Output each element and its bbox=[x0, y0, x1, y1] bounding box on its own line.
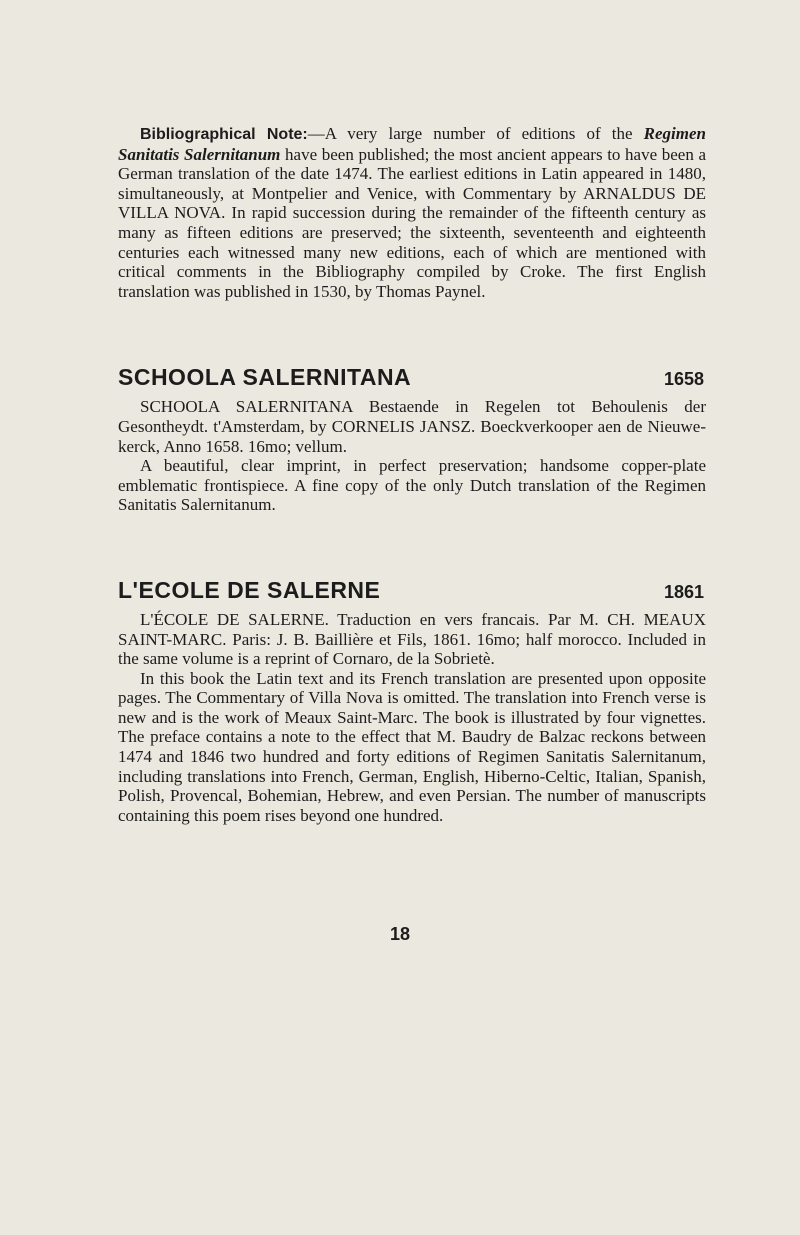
entry-description: In this book the Latin text and its French translation are presented upon opposite pages. The Commentary of Villa Nova is omitted. The translation into French verse is new and is the work of Meaux Saint-Marc. The book is illustrated by four vignettes. The preface contains a note to the effect that M. Baudry de Balzac reckons between 1474 and 1846 two hundred and forty editions of Regimen Sanitatis Salernitanum, including translations into French, German, English, Hiberno-Celtic, Italian, Spanish, Polish, Provencal, Bohemian, Hebrew, and even Persian. The number of manuscripts containing this poem rises beyond one hundred. bbox=[118, 668, 706, 825]
note-text-end: have been published; the most ancient appears to have been a German translation of the date 1474. The earliest editions in Latin appeared in 1480, simultaneously, at Montpelier and Venice, with Commentary by ARNALDUS DE VILLA NOVA. In rapid succession during the remainder of the fifteenth century as many as fifteen editions are preserved; the sixteenth, seventeenth and eighteenth centuries each witnessed many new editions, each of which are mentioned with critical comments in the Bibliography compiled by Croke. The first English translation was published in 1530, by Thomas Paynel. bbox=[118, 144, 706, 301]
entry-title: L'ECOLE DE SALERNE bbox=[118, 576, 381, 603]
note-label: Bibliographical Note: bbox=[140, 126, 308, 143]
entry-year: 1658 bbox=[663, 369, 704, 390]
entry-description: A beautiful, clear imprint, in perfect preservation; handsome copper-plate emblematic frontispiece. A fine copy of the only Dutch translation of the Regimen Sanitatis Salernitanum. bbox=[118, 456, 706, 515]
entry-body bbox=[118, 610, 706, 826]
entry-title: SCHOOLA SALERNITANA bbox=[118, 364, 412, 391]
page-number: 18 bbox=[389, 924, 411, 944]
entry-heading bbox=[118, 577, 706, 604]
entry-heading bbox=[118, 364, 706, 391]
entry-citation: L'ÉCOLE DE SALERNE. Traduction en vers francais. Par M. CH. MEAUX SAINT-MARC. Paris: J. B. Baillière et Fils, 1861. 16mo; half morocco. Included in the same volume is a reprint of Cornaro, de la Sobrietè. bbox=[118, 609, 706, 669]
entry-body bbox=[118, 397, 706, 515]
page-body bbox=[118, 124, 706, 825]
note-title-italic: Regimen Sanitatis Salernitanum bbox=[118, 124, 706, 164]
bibliographical-note bbox=[118, 124, 706, 301]
entry-year: 1861 bbox=[663, 581, 704, 602]
note-text-start: —A very large number of editions of the bbox=[307, 124, 644, 143]
entry-citation: SCHOOLA SALERNITANA Bestaende in Regelen tot Behoulenis der Gesontheydt. t'Amsterdam, by CORNELIS JANSZ. Boeckverkooper aen de Nieuwe-kerck, Anno 1658. 16mo; vellum. bbox=[118, 397, 706, 456]
